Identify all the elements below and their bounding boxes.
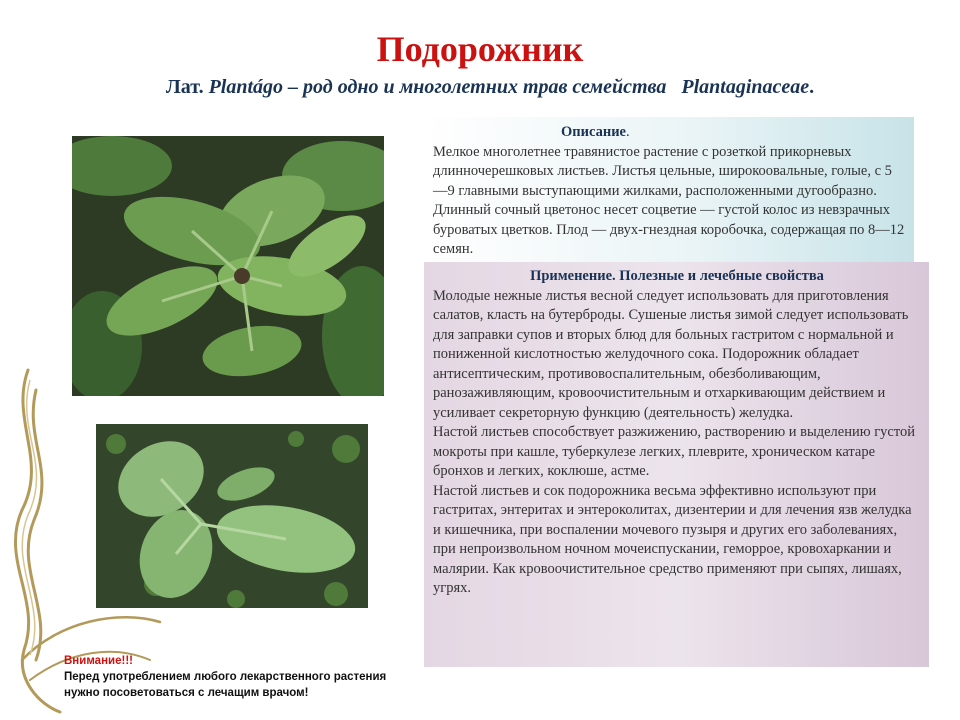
description-box — [424, 117, 914, 263]
application-paragraph-3: Настой листьев и сок подорожника весьма эффективно используют при гастритах, энтеритах и энтероколитах, дизентерии и для лечения язв желудка и кишечника, при воспалении мочевого пузыря и других его заболеваниях, при непроизвольном ночном мочеиспускании, геморрое, кровохаркании и малярии. Как кровоочистительное средство применяют при сыпях, лишаях, угрях. — [433, 482, 912, 596]
application-heading: Применение. Полезные и лечебные свойства — [530, 268, 824, 284]
subtitle-suffix: . — [809, 76, 815, 98]
warning-line-2: нужно посоветоваться с лечащим врачом! — [64, 687, 309, 699]
description-heading-text: Описание — [561, 124, 626, 140]
plantain-photo-top — [72, 136, 384, 396]
description-text: Мелкое многолетнее травянистое растение с розеткой прикорневых длинночерешковых листьев. Листья цельные, широкоовальные, голые, с 5—9 главными выступающими жилками, расположенными дугообразно. Длинный сочный цветонос несет соцветие — густой колос из невзрачных буроватых цветков. Плод — двух-гнездная коробочка, содержащая по 8—12 семян. — [433, 143, 905, 257]
page-subtitle — [0, 76, 960, 99]
subtitle-latin-name: Plantágo — [208, 76, 284, 98]
application-paragraph-2: Настой листьев способствует разжижению, растворению и выделению густой мокроты при кашле, туберкулезе легких, плеврите, хроническом катаре бронхов и легких, коклюше, астме. — [433, 424, 915, 479]
subtitle-prefix: Лат. — [165, 76, 209, 98]
application-box — [424, 262, 929, 667]
warning-title: Внимание!!! — [64, 655, 133, 667]
subtitle-family-name: Plantaginaceae — [681, 76, 810, 98]
warning-note — [64, 653, 424, 701]
description-heading — [433, 123, 906, 143]
description-heading-punct: . — [626, 124, 630, 140]
page-title: Подорожник — [376, 29, 584, 69]
subtitle-middle: – род одно и многолетних трав семейства — [283, 76, 682, 98]
warning-line-1: Перед употреблением любого лекарственного растения — [64, 671, 387, 683]
application-paragraph-1: Молодые нежные листья весной следует использовать для приготовления салатов, класть на бутерброды. Сушеные листья зимой следует использовать для заправки супов и вторых блюд для больных гастритом с нормальной и пониженной кислотностью желудочного сока. Подорожник обладает антисептическим, противовоспалительным, обезболивающим, ранозаживляющим, кровоочистительным и отхаркивающим действием и усиливает секреторную функцию (деятельность) желудка. — [433, 287, 909, 421]
